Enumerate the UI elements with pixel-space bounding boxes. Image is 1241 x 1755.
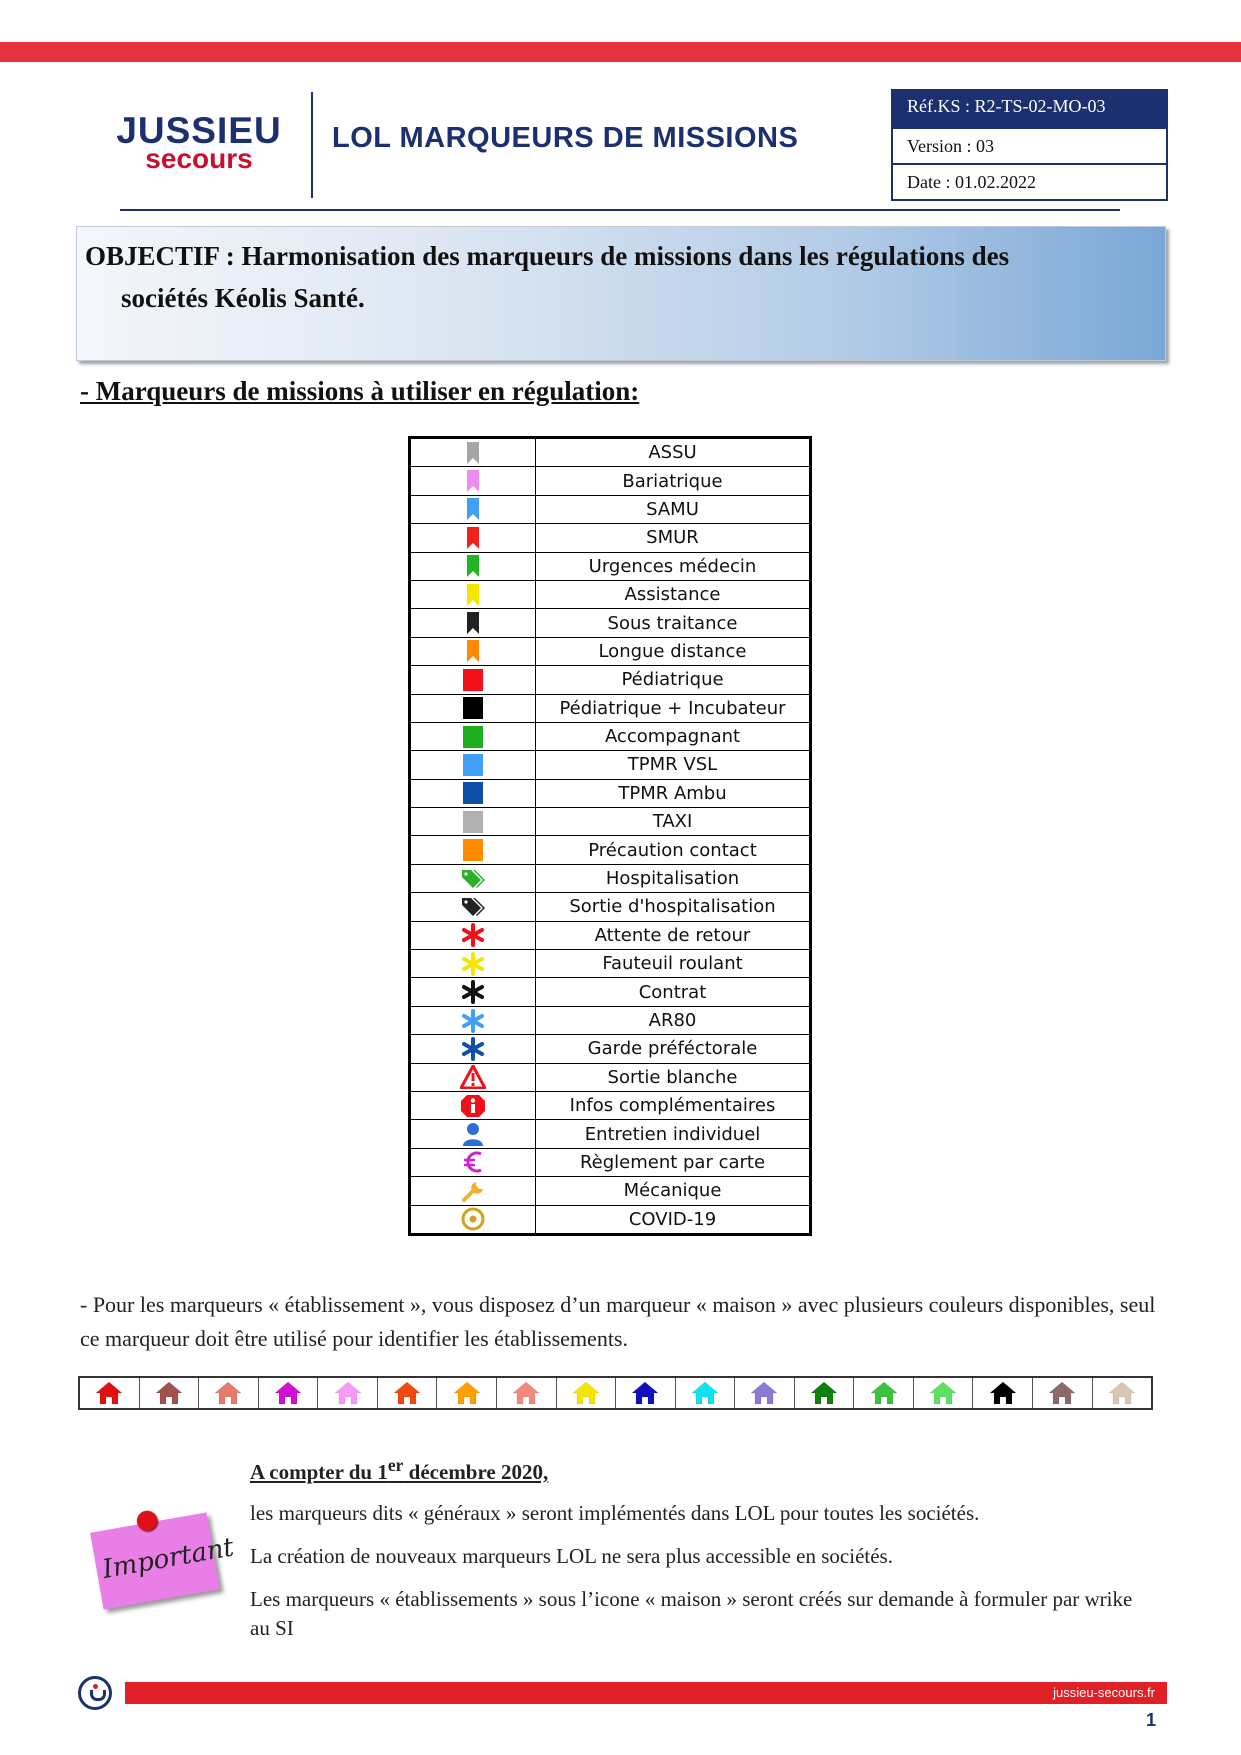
marker-row xyxy=(410,722,811,750)
house-marker-cell xyxy=(140,1378,200,1408)
notice-paragraph-2: La création de nouveaux marqueurs LOL ne sera plus accessible en sociétés. xyxy=(250,1544,893,1568)
marker-row xyxy=(410,921,811,949)
marker-row xyxy=(410,1035,811,1063)
marker-row xyxy=(410,666,811,694)
target-icon xyxy=(460,1207,486,1231)
house-marker-cell xyxy=(795,1378,855,1408)
asterisk-icon xyxy=(460,1009,486,1033)
house-marker-cell xyxy=(318,1378,378,1408)
marker-icon-cell xyxy=(410,580,536,608)
section-title: - Marqueurs de missions à utiliser en régulation: xyxy=(80,376,640,406)
notice-heading xyxy=(250,1455,1150,1485)
house-icon xyxy=(1047,1380,1077,1406)
marker-icon-cell xyxy=(410,751,536,779)
marker-row xyxy=(410,438,811,467)
marker-label: Attente de retour xyxy=(536,921,811,949)
marker-icon-cell xyxy=(410,524,536,552)
flag-icon xyxy=(460,611,486,635)
marker-label: Accompagnant xyxy=(536,722,811,750)
square-icon xyxy=(460,753,486,777)
house-icon xyxy=(571,1380,601,1406)
reference-box xyxy=(891,89,1168,201)
marker-icon-cell xyxy=(410,1063,536,1091)
house-icon xyxy=(1107,1380,1137,1406)
reference-code: Réf.KS : R2-TS-02-MO-03 xyxy=(893,91,1166,127)
marker-label: Infos complémentaires xyxy=(536,1091,811,1119)
user-icon xyxy=(460,1122,486,1146)
marker-icon-cell xyxy=(410,864,536,892)
marker-icon-cell xyxy=(410,666,536,694)
flag-icon xyxy=(460,583,486,607)
header-underline xyxy=(120,209,1120,211)
marker-label: Sortie blanche xyxy=(536,1063,811,1091)
info-icon xyxy=(460,1094,486,1118)
marker-row xyxy=(410,864,811,892)
marker-row xyxy=(410,978,811,1006)
asterisk-icon xyxy=(460,1037,486,1061)
marker-icon-cell xyxy=(410,921,536,949)
house-marker-cell xyxy=(616,1378,676,1408)
marker-label: ASSU xyxy=(536,438,811,467)
tags-icon xyxy=(460,867,486,891)
marker-icon-cell xyxy=(410,1177,536,1205)
marker-row xyxy=(410,950,811,978)
square-icon xyxy=(460,781,486,805)
marker-label: TAXI xyxy=(536,808,811,836)
marker-label: Contrat xyxy=(536,978,811,1006)
marker-icon-cell xyxy=(410,1091,536,1119)
house-marker-cell xyxy=(497,1378,557,1408)
marker-label: Sortie d'hospitalisation xyxy=(536,893,811,921)
header-divider xyxy=(311,92,313,198)
notice-paragraph-3: Les marqueurs « établissements » sous l’icone « maison » seront créés sur demande à formuler par wrike au SI xyxy=(250,1587,1133,1640)
marker-row xyxy=(410,495,811,523)
marker-label: Pédiatrique + Incubateur xyxy=(536,694,811,722)
marker-label: Assistance xyxy=(536,580,811,608)
house-marker-cell xyxy=(854,1378,914,1408)
marker-row xyxy=(410,524,811,552)
square-icon xyxy=(460,668,486,692)
marker-row xyxy=(410,1091,811,1119)
marker-label: COVID-19 xyxy=(536,1205,811,1234)
page-number: 1 xyxy=(1146,1710,1157,1730)
house-icon xyxy=(809,1380,839,1406)
footer-logo-icon xyxy=(78,1676,112,1710)
house-icon xyxy=(630,1380,660,1406)
marker-label: Règlement par carte xyxy=(536,1148,811,1176)
marker-label: Sous traitance xyxy=(536,609,811,637)
house-icon xyxy=(213,1380,243,1406)
marker-label: SMUR xyxy=(536,524,811,552)
logo-line2: secours xyxy=(145,143,253,174)
marker-icon-cell xyxy=(410,836,536,864)
house-icon xyxy=(511,1380,541,1406)
establishment-paragraph: - Pour les marqueurs « établissement », vous disposez d’un marqueur « maison » avec plusieurs couleurs disponibles, seul ce marqueur doit être utilisé pour identifier les établissements. xyxy=(80,1292,1156,1351)
flag-icon xyxy=(460,441,486,465)
house-markers-strip xyxy=(78,1376,1153,1410)
marker-row xyxy=(410,609,811,637)
flag-icon xyxy=(460,497,486,521)
asterisk-icon xyxy=(460,980,486,1004)
warning-icon xyxy=(460,1065,486,1089)
house-marker-cell xyxy=(199,1378,259,1408)
marker-icon-cell xyxy=(410,467,536,495)
important-sticky-note xyxy=(90,1512,237,1609)
marker-label: Mécanique xyxy=(536,1177,811,1205)
footer-bar xyxy=(125,1682,1167,1704)
marker-icon-cell xyxy=(410,1006,536,1034)
marker-icon-cell xyxy=(410,694,536,722)
marker-icon-cell xyxy=(410,978,536,1006)
marker-icon-cell xyxy=(410,637,536,665)
marker-row xyxy=(410,836,811,864)
date-label: Date : 01.02.2022 xyxy=(893,163,1166,199)
asterisk-icon xyxy=(460,952,486,976)
document-title: LOL MARQUEURS DE MISSIONS xyxy=(332,122,799,154)
marker-row xyxy=(410,808,811,836)
house-marker-cell xyxy=(557,1378,617,1408)
marker-row xyxy=(410,552,811,580)
flag-icon xyxy=(460,554,486,578)
asterisk-icon xyxy=(460,923,486,947)
house-marker-cell xyxy=(973,1378,1033,1408)
house-icon xyxy=(94,1380,124,1406)
marker-icon-cell xyxy=(410,609,536,637)
marker-row xyxy=(410,1006,811,1034)
marker-icon-cell xyxy=(410,1120,536,1148)
flag-icon xyxy=(460,526,486,550)
marker-row xyxy=(410,637,811,665)
sticky-note-text: Important xyxy=(100,1532,237,1585)
house-icon xyxy=(333,1380,363,1406)
markers-table xyxy=(408,436,812,1236)
marker-row xyxy=(410,467,811,495)
house-marker-cell xyxy=(914,1378,974,1408)
marker-label: TPMR Ambu xyxy=(536,779,811,807)
marker-icon-cell xyxy=(410,1148,536,1176)
marker-label: Entretien individuel xyxy=(536,1120,811,1148)
marker-label: Urgences médecin xyxy=(536,552,811,580)
house-icon xyxy=(749,1380,779,1406)
marker-label: AR80 xyxy=(536,1006,811,1034)
house-icon xyxy=(988,1380,1018,1406)
house-icon xyxy=(928,1380,958,1406)
marker-icon-cell xyxy=(410,779,536,807)
square-icon xyxy=(460,725,486,749)
marker-icon-cell xyxy=(410,1205,536,1234)
marker-row xyxy=(410,1120,811,1148)
tags-icon xyxy=(460,895,486,919)
footer-url[interactable]: jussieu-secours.fr xyxy=(1053,1685,1155,1700)
house-icon xyxy=(452,1380,482,1406)
marker-row xyxy=(410,1177,811,1205)
house-icon xyxy=(154,1380,184,1406)
marker-icon-cell xyxy=(410,893,536,921)
house-marker-cell xyxy=(437,1378,497,1408)
square-icon xyxy=(460,838,486,862)
marker-row xyxy=(410,751,811,779)
top-red-bar xyxy=(0,42,1241,62)
marker-icon-cell xyxy=(410,438,536,467)
company-logo xyxy=(108,112,290,172)
house-marker-cell xyxy=(378,1378,438,1408)
house-marker-cell xyxy=(1093,1378,1152,1408)
marker-icon-cell xyxy=(410,808,536,836)
marker-row xyxy=(410,779,811,807)
marker-row xyxy=(410,1205,811,1234)
house-icon xyxy=(273,1380,303,1406)
marker-icon-cell xyxy=(410,552,536,580)
notice-block xyxy=(250,1455,1150,1657)
marker-label: Garde préféctorale xyxy=(536,1035,811,1063)
objective-box xyxy=(76,226,1166,361)
notice-paragraph-1: les marqueurs dits « généraux » seront implémentés dans LOL pour toutes les sociétés. xyxy=(250,1501,980,1525)
objective-line1: OBJECTIF : Harmonisation des marqueurs de missions dans les régulations des xyxy=(85,241,1010,271)
house-marker-cell xyxy=(259,1378,319,1408)
house-marker-cell xyxy=(735,1378,795,1408)
notice-heading-post: décembre 2020, xyxy=(403,1460,549,1484)
marker-label: SAMU xyxy=(536,495,811,523)
wrench-icon xyxy=(460,1179,486,1203)
euro-icon xyxy=(460,1150,486,1174)
house-icon xyxy=(392,1380,422,1406)
marker-icon-cell xyxy=(410,1035,536,1063)
flag-icon xyxy=(460,639,486,663)
logo-line1: JUSSIEU xyxy=(116,110,282,151)
house-marker-cell xyxy=(1033,1378,1093,1408)
marker-row xyxy=(410,893,811,921)
marker-row xyxy=(410,1063,811,1091)
house-marker-cell xyxy=(676,1378,736,1408)
objective-line2: sociétés Kéolis Santé. xyxy=(121,283,365,313)
marker-row xyxy=(410,694,811,722)
marker-row xyxy=(410,1148,811,1176)
pushpin-icon xyxy=(135,1509,158,1532)
marker-label: Longue distance xyxy=(536,637,811,665)
marker-label: Pédiatrique xyxy=(536,666,811,694)
marker-label: TPMR VSL xyxy=(536,751,811,779)
notice-heading-pre: A compter du 1 xyxy=(250,1460,388,1484)
marker-icon-cell xyxy=(410,950,536,978)
house-icon xyxy=(869,1380,899,1406)
marker-row xyxy=(410,580,811,608)
marker-label: Précaution contact xyxy=(536,836,811,864)
marker-label: Fauteuil roulant xyxy=(536,950,811,978)
marker-label: Hospitalisation xyxy=(536,864,811,892)
square-icon xyxy=(460,696,486,720)
house-icon xyxy=(690,1380,720,1406)
marker-label: Bariatrique xyxy=(536,467,811,495)
house-marker-cell xyxy=(80,1378,140,1408)
notice-heading-sup: er xyxy=(387,1455,404,1475)
square-icon xyxy=(460,810,486,834)
flag-icon xyxy=(460,469,486,493)
marker-icon-cell xyxy=(410,722,536,750)
version-label: Version : 03 xyxy=(893,127,1166,163)
marker-icon-cell xyxy=(410,495,536,523)
